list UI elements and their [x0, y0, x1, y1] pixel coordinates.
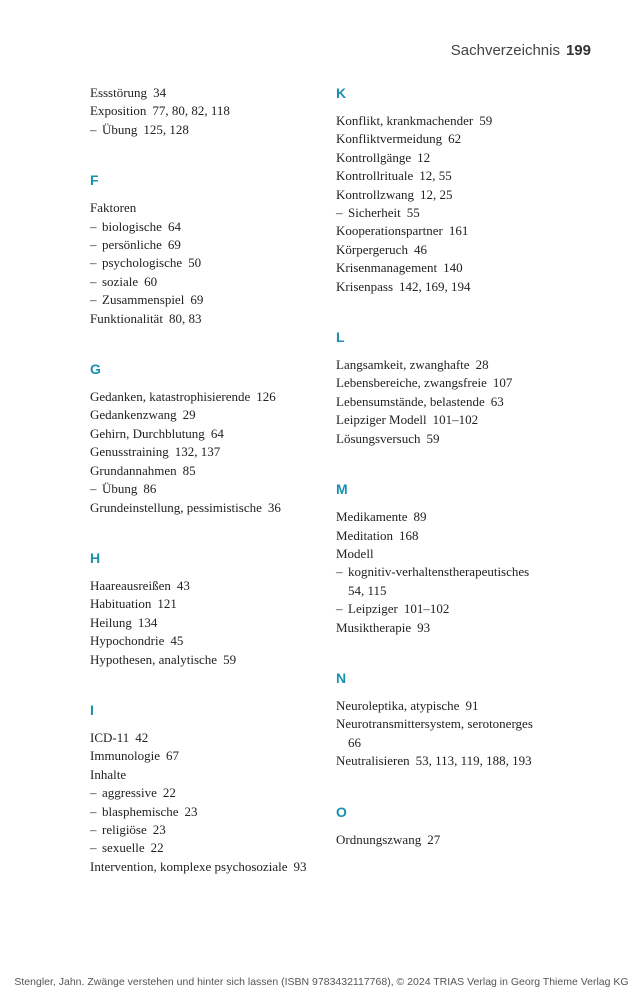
entry-term: Ordnungszwang [336, 831, 422, 847]
index-subentry [90, 254, 330, 272]
entry-term: Konflikt, krankmachender [336, 113, 474, 128]
entry-pages: 22 [162, 785, 176, 801]
entry-pages: 91 [465, 697, 479, 713]
index-entry [336, 259, 606, 277]
index-section-g [90, 360, 330, 517]
entry-pages: 12 [417, 149, 431, 165]
entry-pages: 66 [348, 734, 361, 750]
entry-term: Modell [336, 545, 374, 561]
entry-term: Sicherheit [348, 205, 401, 221]
entry-term: Kontrollgänge [336, 149, 412, 165]
section-letter: L [336, 329, 345, 346]
entry-term: Kontrollrituale [336, 168, 414, 184]
entry-term: Exposition [90, 103, 147, 119]
index-entry [336, 149, 606, 167]
index-entry [336, 697, 606, 715]
index-section [90, 84, 330, 139]
subentry-dash: – [90, 218, 97, 234]
index-entry [336, 715, 606, 733]
entry-pages: 60 [144, 273, 158, 289]
entry-pages: 121 [157, 596, 177, 612]
entry-pages: 125, 128 [143, 121, 189, 137]
index-entry-continuation [336, 734, 606, 752]
entry-term: Inhalte [90, 766, 127, 782]
entry-term: Lebensumstände, belastende [336, 393, 485, 409]
entry-term: Übung [102, 481, 138, 497]
index-subentry [90, 480, 330, 498]
entry-term: Gedanken, katastrophisierende [90, 389, 251, 405]
entry-pages: 168 [399, 527, 419, 543]
entry-pages: 55 [406, 205, 420, 221]
entry-term: Grundeinstellung, pessimistische [90, 499, 262, 515]
index-entry [90, 595, 330, 613]
entry-pages: 67 [166, 748, 180, 764]
entry-term: Haareausreißen [90, 577, 171, 593]
index-column-left [90, 84, 330, 876]
index-entry [336, 545, 606, 563]
index-subentry [90, 273, 330, 291]
section-letter: M [336, 481, 348, 498]
entry-pages: 23 [184, 803, 198, 819]
entry-term: Medikamente [336, 509, 408, 525]
entry-term: religiöse [102, 821, 147, 837]
entry-pages: 12, 25 [419, 186, 453, 202]
entry-term: Gehirn, Durchblutung [90, 425, 205, 441]
index-section-l [336, 328, 606, 448]
index-entry [336, 374, 606, 392]
index-entry [336, 186, 606, 204]
entry-pages: 89 [413, 509, 427, 525]
entry-term: ICD-11 [90, 729, 130, 745]
index-section-k [336, 84, 606, 296]
section-letter: N [336, 669, 347, 686]
entry-term: biologische [102, 218, 162, 234]
entry-pages: 86 [143, 481, 157, 497]
index-entry [90, 729, 330, 747]
index-entry [90, 614, 330, 632]
entry-term: Krisenpass [336, 278, 394, 294]
subentry-dash: – [90, 821, 97, 837]
entry-term: Hypochondrie [90, 633, 165, 649]
index-subentry [90, 121, 330, 139]
subentry-dash: – [90, 237, 97, 253]
index-entry [90, 310, 330, 328]
entry-pages: 63 [490, 393, 504, 409]
section-letter: G [90, 361, 101, 378]
index-entry [336, 831, 606, 849]
entry-pages: 12, 55 [419, 168, 452, 184]
entry-pages: 69 [167, 237, 181, 253]
entry-pages: 64 [167, 218, 181, 234]
entry-pages: 27 [427, 831, 441, 847]
entry-term: Habituation [90, 596, 152, 612]
entry-pages: 140 [443, 260, 463, 276]
index-entry [90, 651, 330, 669]
entry-pages: 107 [492, 375, 513, 391]
header-title: Sachverzeichnis [450, 42, 560, 59]
entry-pages: 101–102 [432, 412, 479, 428]
subentry-dash: – [90, 292, 97, 308]
index-entry [90, 499, 330, 517]
entry-term: soziale [102, 273, 139, 289]
entry-pages: 161 [448, 223, 469, 239]
entry-term: persönliche [102, 237, 162, 253]
index-subentry [336, 204, 606, 222]
entry-pages: 69 [190, 292, 204, 308]
entry-pages: 77, 80, 82, 118 [152, 103, 230, 119]
index-entry [336, 130, 606, 148]
subentry-dash: – [90, 481, 97, 497]
entry-term: Heilung [90, 614, 132, 630]
entry-term: Gedankenzwang [90, 407, 177, 423]
entry-pages: 46 [413, 241, 427, 257]
entry-pages: 64 [210, 425, 224, 441]
entry-term: Essstörung [90, 85, 148, 100]
entry-term: Körpergeruch [336, 241, 408, 257]
subentry-dash: – [90, 803, 97, 819]
entry-pages: 50 [188, 255, 202, 271]
index-entry [90, 632, 330, 650]
index-entry [90, 388, 330, 406]
index-column-right [336, 84, 606, 849]
index-entry [336, 430, 606, 448]
index-entry [336, 222, 606, 240]
entry-pages: 59 [223, 651, 237, 667]
entry-pages: 22 [150, 840, 164, 856]
subentry-dash: – [336, 205, 343, 221]
entry-pages: 80, 83 [168, 310, 202, 326]
entry-term: Konfliktvermeidung [336, 131, 443, 147]
index-section-o [336, 803, 606, 849]
section-letter: F [90, 172, 99, 189]
entry-pages: 59 [426, 430, 440, 446]
index-entry [336, 112, 606, 130]
index-entry [336, 241, 606, 259]
entry-pages: 29 [182, 407, 196, 423]
entry-term: Leipziger Modell [336, 412, 427, 428]
entry-pages: 42 [135, 729, 149, 745]
entry-pages: 126 [256, 389, 276, 405]
entry-term: Krisenmanagement [336, 260, 438, 276]
entry-term: Funktionalität [90, 310, 163, 326]
entry-term: Neutralisieren [336, 753, 410, 769]
index-entry [336, 411, 606, 429]
subentry-dash: – [90, 273, 97, 289]
section-letter: I [90, 701, 94, 718]
entry-term: Lebensbereiche, zwangsfreie [336, 375, 487, 391]
entry-pages: 93 [417, 619, 431, 635]
index-entry [90, 199, 330, 217]
copyright-footer: Stengler, Jahn. Zwänge verstehen und hinter sich lassen (ISBN 9783432117768), © 2024 TRIAS Verlag in Georg Thieme Verlag KG [14, 976, 629, 988]
entry-term: Genusstraining [90, 444, 169, 460]
entry-pages: 54, 115 [348, 582, 387, 598]
index-subentry [336, 600, 606, 618]
index-subentry [90, 803, 330, 821]
index-entry [90, 102, 330, 120]
index-subentry [336, 563, 606, 581]
entry-pages: 132, 137 [174, 444, 221, 460]
index-entry [336, 527, 606, 545]
index-section-n [336, 669, 606, 771]
index-entry [90, 406, 330, 424]
index-section-i [90, 701, 330, 876]
entry-pages: 53, 113, 119, 188, 193 [415, 753, 532, 769]
entry-term: Hypothesen, analytische [90, 651, 218, 667]
entry-term: kognitiv-verhaltenstherapeutisches [348, 564, 530, 580]
entry-term: Meditation [336, 527, 394, 543]
index-subentry [90, 821, 330, 839]
subentry-dash: – [336, 564, 343, 580]
entry-term: Immunologie [90, 748, 161, 764]
entry-term: Leipziger [348, 601, 398, 617]
index-entry [336, 356, 606, 374]
index-section-f [90, 171, 330, 328]
index-entry [336, 619, 606, 637]
subentry-dash: – [90, 785, 97, 801]
index-subentry [90, 236, 330, 254]
entry-term: Übung [102, 121, 138, 137]
entry-term: Grundannahmen [90, 462, 177, 478]
entry-pages: 134 [137, 614, 158, 630]
entry-pages: 62 [448, 131, 462, 147]
entry-pages: 59 [479, 113, 493, 128]
entry-pages: 23 [152, 821, 166, 837]
entry-term: sexuelle [102, 840, 145, 856]
running-header [451, 42, 591, 59]
subentry-dash: – [336, 601, 343, 617]
index-subentry [90, 291, 330, 309]
entry-term: Neurotransmittersystem, serotonerges [336, 716, 533, 732]
entry-term: Kooperationspartner [336, 223, 443, 239]
index-section-m [336, 480, 606, 637]
page-number: 199 [565, 42, 591, 59]
entry-term: Zusammenspiel [102, 292, 185, 308]
index-entry [336, 167, 606, 185]
index-entry [90, 443, 330, 461]
subentry-dash: – [90, 121, 97, 137]
section-letter: O [336, 803, 347, 820]
entry-pages: 34 [153, 85, 167, 100]
index-subentry [90, 839, 330, 857]
entry-term: Langsamkeit, zwanghafte [336, 357, 470, 373]
index-section-h [90, 549, 330, 669]
index-entry [90, 747, 330, 765]
index-entry [336, 393, 606, 411]
entry-pages: 93 [293, 858, 307, 874]
entry-term: Intervention, komplexe psychosoziale [90, 858, 288, 874]
entry-term: Kontrollzwang [336, 186, 414, 202]
index-entry [90, 577, 330, 595]
subentry-dash: – [90, 840, 97, 856]
entry-pages: 101–102 [403, 601, 450, 617]
index-entry [90, 425, 330, 443]
entry-pages: 28 [475, 357, 489, 373]
index-entry-continuation [336, 582, 606, 600]
index-entry [336, 278, 606, 296]
entry-pages: 85 [182, 462, 196, 478]
index-entry [336, 752, 606, 770]
entry-term: Faktoren [90, 200, 137, 216]
index-entry [90, 766, 330, 784]
entry-term: blasphemische [102, 803, 179, 819]
entry-term: psychologische [102, 255, 183, 271]
section-letter: K [336, 85, 347, 101]
index-entry [90, 858, 330, 876]
section-letter: H [90, 549, 101, 566]
index-subentry [90, 784, 330, 802]
index-subentry [90, 218, 330, 236]
entry-pages: 36 [267, 499, 281, 515]
entry-pages: 142, 169, 194 [399, 278, 471, 294]
entry-pages: 45 [170, 633, 184, 649]
index-entry [90, 462, 330, 480]
entry-pages: 43 [176, 577, 190, 593]
entry-term: Neuroleptika, atypische [336, 697, 460, 713]
entry-term: Lösungsversuch [336, 430, 421, 446]
index-entry [336, 508, 606, 526]
entry-term: aggressive [102, 785, 157, 801]
entry-term: Musiktherapie [336, 619, 412, 635]
subentry-dash: – [90, 255, 97, 271]
index-entry [90, 84, 330, 102]
